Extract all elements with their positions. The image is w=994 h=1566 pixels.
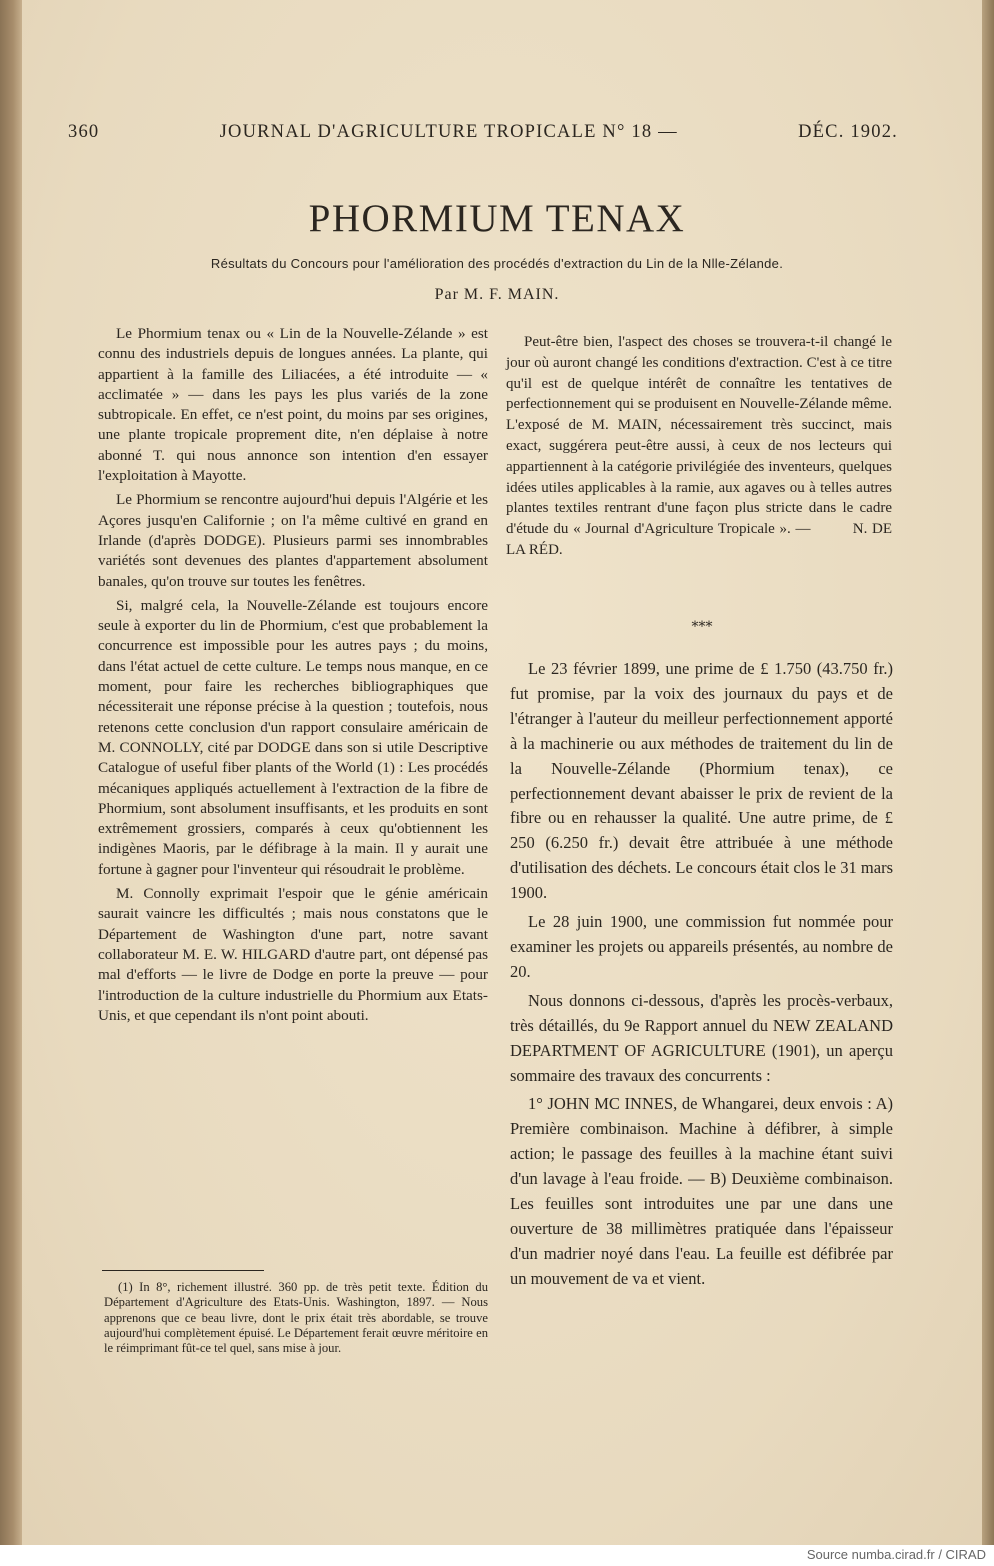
editor-note: [506, 332, 892, 561]
paragraph: Le 23 février 1899, une prime de £ 1.750 (43.750 fr.) fut promise, par la voix des journaux du pays et de l'étranger à l'auteur du meilleur perfectionnement apporté à la machinerie ou aux méthodes de traitement du lin de la Nouvelle-Zélande (Phormium tenax), ce perfectionnement devant abaisser le prix de revient de la fibre ou en rehausser la qualité. Une autre prime, de £ 250 (6.250 fr.) devait être attribuée à une méthode d'utilisation des déchets. Le concours était clos le 31 mars 1900.: [510, 659, 893, 903]
footnote: [104, 1280, 488, 1356]
issue-date: DÉC. 1902.: [798, 122, 898, 142]
paragraph: M. Connolly exprimait l'espoir que le génie américain saurait vaincre les difficultés ; mais nous constatons que le Département de Washington d'une part, notre savant collaborateur M. E. W. HILGARD d'autre part, ont dépensé pas mal d'efforts — le livre de Dodge en porte la preuve — pour l'introduction de la culture industrielle du Phormium aux Etats-Unis, et que cependant ils n'ont point abouti.: [98, 885, 488, 1024]
editor-note-text: [506, 332, 892, 561]
section-separator: ***: [691, 619, 713, 635]
paragraph: Nous donnons ci-dessous, d'après les procès-verbaux, très détaillés, du 9e Rapport annuel du NEW ZEALAND DEPARTMENT OF AGRICULTURE (1901), un aperçu sommaire des travaux des concurrents :: [510, 990, 893, 1085]
editor-note-body: Peut-être bien, l'aspect des choses se trouvera-t-il changé le jour où auront changé les conditions d'extraction. C'est à ce titre qu'il est de quelque intérêt de connaître les tentatives de perfectionnement qui se produisent en Nouvelle-Zélande même. L'exposé de M. MAIN, nécessairement très succinct, mais exact, suggérera peut-être aussi, à ceux de nos lecteurs qui appartiennent à la catégorie privilégiée des inventeurs, quelques idées utiles applicables à la ramie, aux agaves ou à telles autres plantes textiles rentrant d'une façon plus stricte dans le cadre d'étude du « Journal d'Agriculture Tropicale ». —: [506, 334, 892, 538]
right-column: [510, 657, 893, 1292]
page-number: 360: [68, 122, 100, 142]
left-column: [98, 324, 488, 1026]
paragraph: Le 28 juin 1900, une commission fut nommée pour examiner les projets ou appareils présentés, au nombre de 20.: [510, 912, 893, 981]
paragraph: Si, malgré cela, la Nouvelle-Zélande est toujours encore seule à exporter du lin de Phormium, c'est que probablement la concurrence est impossible pour les autres pays ; du moins, dans l'état actuel de cette culture. Le temps nous manque, en ce moment, pour faire les recherches bibliographiques que nécessiterait une réponse précise à la question ; toutefois, nous retenons cette conclusion d'un rapport consulaire américain de M. CONNOLLY, cité par DODGE dans son si utile Descriptive Catalogue of useful fiber plants of the World (1) : Les procédés mécaniques appliqués actuellement à l'extraction de la fibre de Phormium, sont absolument insuffisants, et les produits en sont extrêmement grossiers, comparés à ceux qu'obtiennent les indigènes Maoris, par le défibrage à la main. Il y aurait une fortune à gagner pour l'inventeur qui résoudrait le problème.: [98, 596, 488, 878]
article-title: PHORMIUM TENAX: [308, 197, 686, 240]
editor-signature: N. DE LA RÉD.: [506, 521, 893, 558]
running-title: JOURNAL D'AGRICULTURE TROPICALE N° 18 —: [219, 122, 678, 142]
footnote-rule: [102, 1270, 264, 1271]
paragraph: 1° JOHN MC INNES, de Whangarei, deux envois : A) Première combinaison. Machine à défibrer, à simple action; le passage des feuilles à la machine étant suivi d'un lavage à l'eau froide. — B) Deuxième combinaison. Les feuilles sont introduites une par une dans une ouverture de 38 millimètres pratiquée dans l'épaisseur d'un madrier noyé dans l'eau. La feuille est défibrée par un mouvement de va et vient.: [510, 1094, 893, 1288]
article-byline: Par M. F. MAIN.: [434, 286, 560, 303]
paragraph: Le Phormium tenax ou « Lin de la Nouvelle-Zélande » est connu des industriels depuis de longues années. La plante, qui appartient à la famille des Liliacées, a été introduite — « acclimatée » — dans les pays les plus variés de la zone subtropicale. En effet, ce n'est point, du moins par ses origines, une plante tropicale proprement dite, n'en déplaise à notre abonné T. qui nous annonce son intention d'en essayer l'exploitation à Mayotte.: [98, 325, 488, 485]
article-subtitle: Résultats du Concours pour l'amélioration des procédés d'extraction du Lin de la Nlle-Zélande.: [210, 256, 784, 271]
running-header: [68, 122, 898, 143]
paragraph: Le Phormium se rencontre aujourd'hui depuis l'Algérie et les Açores jusqu'en Californie ; on l'a même cultivé en grand en Irlande (d'après DODGE). Plusieurs parmi ses innombrables variétés sont devenues des plantes d'appartement absolument banales, qu'on trouve sur toutes les fenêtres.: [98, 491, 488, 590]
footnote-text: (1) In 8°, richement illustré. 360 pp. de très petit texte. Édition du Département d'Agriculture des Etats-Unis. Washington, 1897. — Nous apprenons que ce beau livre, dont le prix était très abordable, se trouve aujourd'hui complètement épuisé. Le Département ferait œuvre méritoire en le réimprimant fût-ce tel quel, sans mise à jour.: [104, 1280, 488, 1356]
source-credit: Source numba.cirad.fr / CIRAD: [806, 1547, 986, 1562]
